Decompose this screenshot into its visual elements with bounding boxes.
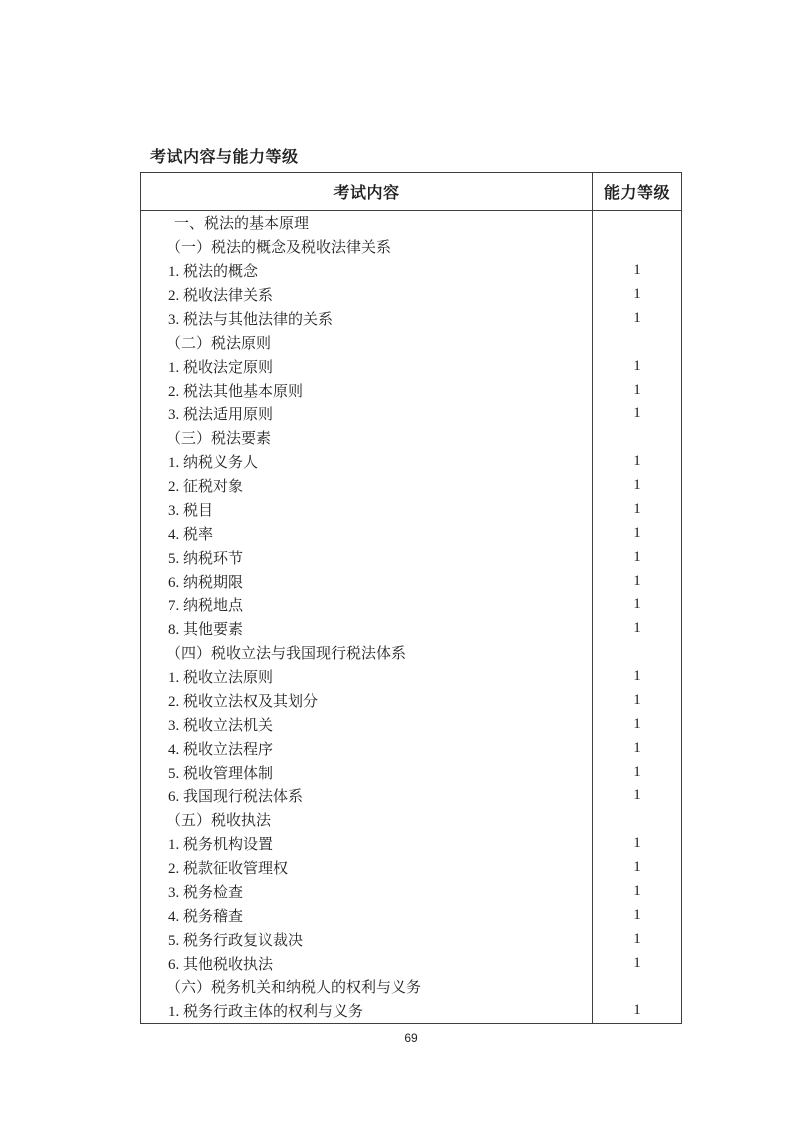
content-cell: 1. 税务行政主体的权利与义务: [141, 999, 593, 1023]
level-cell: [593, 330, 681, 354]
content-cell: 2. 税收立法权及其划分: [141, 689, 593, 713]
table-row: [141, 975, 681, 999]
table-row: [141, 474, 681, 498]
table-row: [141, 736, 681, 760]
content-cell: 2. 税款征收管理权: [141, 856, 593, 880]
table-row: [141, 665, 681, 689]
table-row: [141, 880, 681, 904]
content-cell: 1. 税法的概念: [141, 259, 593, 283]
content-cell: （一）税法的概念及税收法律关系: [141, 235, 593, 259]
content-cell: 5. 税务行政复议裁决: [141, 927, 593, 951]
content-cell: 1. 税务机构设置: [141, 832, 593, 856]
content-cell: （二）税法原则: [141, 330, 593, 354]
level-cell: [593, 235, 681, 259]
content-cell: 6. 我国现行税法体系: [141, 784, 593, 808]
level-cell: 1: [633, 620, 641, 637]
content-cell: 4. 税收立法程序: [141, 736, 593, 760]
table-row: [141, 760, 681, 784]
exam-content-table: [140, 172, 682, 1024]
content-cell: （四）税收立法与我国现行税法体系: [141, 641, 593, 665]
content-column-header: 考试内容: [141, 173, 593, 210]
level-cell: 1: [633, 357, 641, 374]
table-row: [141, 402, 681, 426]
table-header-row: [141, 173, 681, 211]
level-cell: 1: [633, 954, 641, 971]
table-row: [141, 235, 681, 259]
content-cell: 3. 税收立法机关: [141, 712, 593, 736]
table-row: [141, 617, 681, 641]
table-row: [141, 330, 681, 354]
content-cell: 2. 征税对象: [141, 474, 593, 498]
level-cell: 1: [633, 882, 641, 899]
table-row: [141, 712, 681, 736]
content-cell: 5. 税收管理体制: [141, 760, 593, 784]
table-row: [141, 211, 681, 235]
level-cell: 1: [633, 930, 641, 947]
level-cell: 1: [633, 381, 641, 398]
level-cell: 1: [633, 572, 641, 589]
level-cell: 1: [633, 548, 641, 565]
content-cell: （三）税法要素: [141, 426, 593, 450]
content-cell: 8. 其他要素: [141, 617, 593, 641]
table-row: [141, 307, 681, 331]
content-cell: 3. 税法与其他法律的关系: [141, 307, 593, 331]
table-row: [141, 999, 681, 1023]
table-row: [141, 378, 681, 402]
table-row: [141, 450, 681, 474]
content-cell: 3. 税务检查: [141, 880, 593, 904]
table-row: [141, 569, 681, 593]
table-row: [141, 498, 681, 522]
level-cell: 1: [633, 668, 641, 685]
level-cell: 1: [633, 835, 641, 852]
content-cell: （六）税务机关和纳税人的权利与义务: [141, 975, 593, 999]
level-cell: 1: [633, 596, 641, 613]
table-row: [141, 283, 681, 307]
level-cell: 1: [633, 309, 641, 326]
table-row: [141, 808, 681, 832]
table-row: [141, 927, 681, 951]
level-cell: 1: [633, 787, 641, 804]
content-cell: 2. 税收法律关系: [141, 283, 593, 307]
level-cell: 1: [633, 477, 641, 494]
table-body: [141, 211, 681, 1023]
content-cell: 2. 税法其他基本原则: [141, 378, 593, 402]
table-row: [141, 354, 681, 378]
level-cell: [593, 211, 681, 235]
content-cell: 3. 税目: [141, 498, 593, 522]
level-column-header: 能力等级: [603, 185, 670, 202]
table-row: [141, 784, 681, 808]
content-cell: 1. 纳税义务人: [141, 450, 593, 474]
level-cell: 1: [633, 1002, 641, 1019]
content-cell: 6. 纳税期限: [141, 569, 593, 593]
table-row: [141, 545, 681, 569]
table-row: [141, 689, 681, 713]
level-cell: 1: [633, 859, 641, 876]
level-cell: 1: [633, 405, 641, 422]
level-cell: 1: [633, 763, 641, 780]
page-title: 考试内容与能力等级: [150, 149, 299, 166]
table-row: [141, 856, 681, 880]
content-cell: 7. 纳税地点: [141, 593, 593, 617]
level-cell: 1: [633, 453, 641, 470]
level-cell: [593, 426, 681, 450]
table-row: [141, 521, 681, 545]
content-cell: 3. 税法适用原则: [141, 402, 593, 426]
level-cell: 1: [633, 262, 641, 279]
level-cell: 1: [633, 500, 641, 517]
content-cell: 1. 税收立法原则: [141, 665, 593, 689]
content-cell: 一、税法的基本原理: [141, 211, 593, 235]
page-number: 69: [404, 1031, 418, 1045]
content-cell: 4. 税务稽查: [141, 903, 593, 927]
level-cell: 1: [633, 715, 641, 732]
content-cell: 4. 税率: [141, 521, 593, 545]
table-row: [141, 641, 681, 665]
level-cell: [593, 641, 681, 665]
content-cell: 1. 税收法定原则: [141, 354, 593, 378]
level-cell: 1: [633, 739, 641, 756]
table-row: [141, 426, 681, 450]
table-row: [141, 593, 681, 617]
content-cell: （五）税收执法: [141, 808, 593, 832]
level-cell: 1: [633, 691, 641, 708]
content-cell: 5. 纳税环节: [141, 545, 593, 569]
level-cell: 1: [633, 524, 641, 541]
level-cell: 1: [633, 286, 641, 303]
table-row: [141, 951, 681, 975]
content-cell: 6. 其他税收执法: [141, 951, 593, 975]
level-cell: [593, 975, 681, 999]
level-cell: [593, 808, 681, 832]
table-row: [141, 259, 681, 283]
table-row: [141, 832, 681, 856]
level-cell: 1: [633, 906, 641, 923]
table-row: [141, 903, 681, 927]
